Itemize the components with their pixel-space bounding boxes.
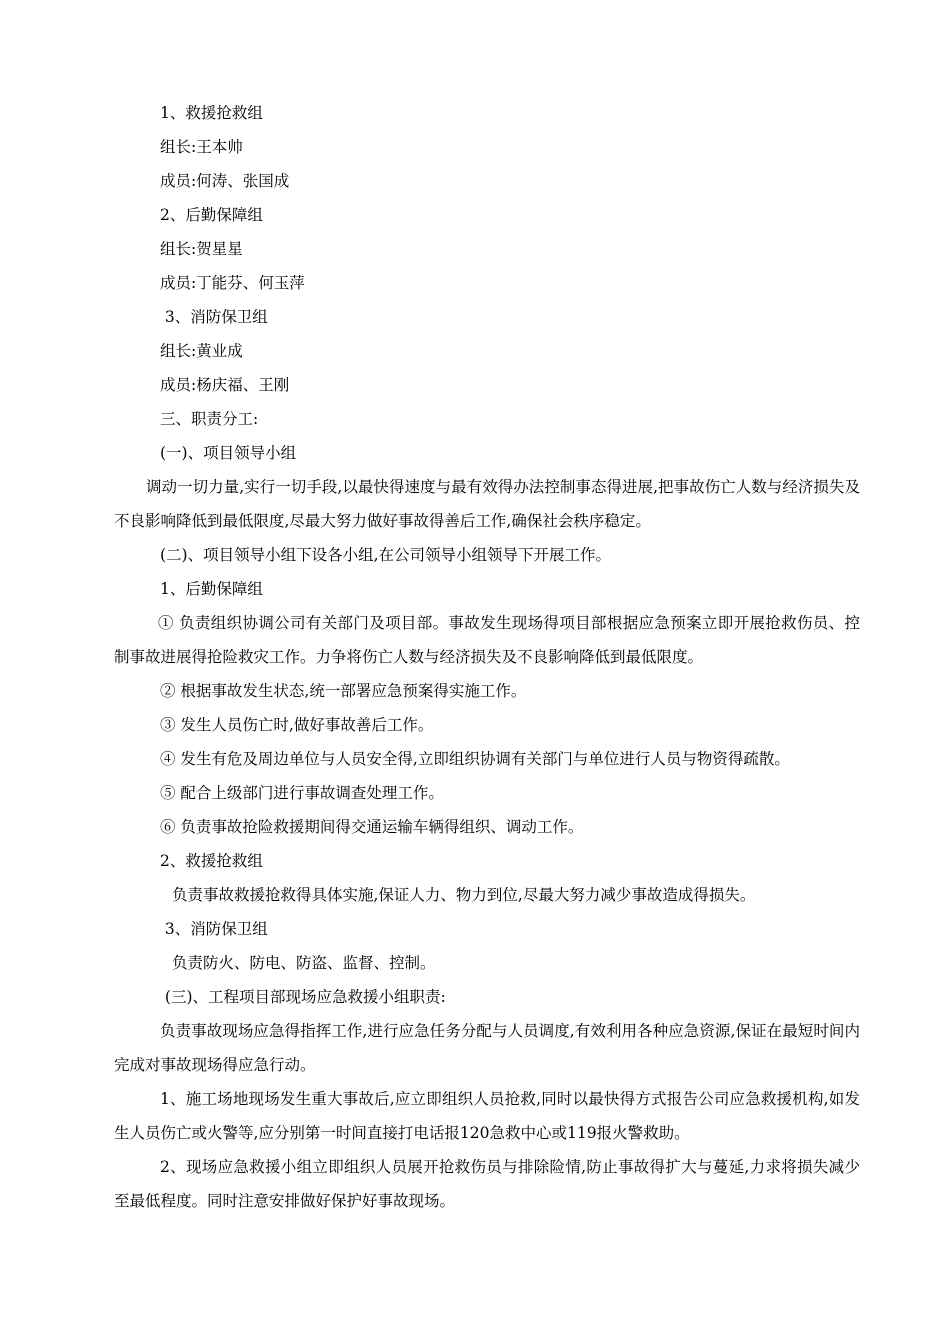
fire-security-duty-text: 负责防火、防电、防盗、监督、控制。 [172,954,436,972]
paragraph-leadership-duty: 调动一切力量,实行一切手段,以最快得速度与最有效得办法控制事态得进展,把事故伤亡人数与经济损失及不良影响降低到最低限度,尽最大努力做好事故得善后工作,确保社会秩序稳定。 [114,478,860,530]
logistics-duty-2: ② 根据事故发生状态,统一部署应急预案得实施工作。 [160,682,527,700]
heading-sub-groups: (二)、项目领导小组下设各小组,在公司领导小组领导下开展工作。 [160,546,612,564]
document-body [114,96,860,1218]
heading-site-rescue-team: (三)、工程项目部现场应急救援小组职责: [160,988,446,1006]
logistics-duty-4: ④ 发生有危及周边单位与人员安全得,立即组织协调有关部门与单位进行人员与物资得疏散。 [160,750,790,768]
rescue-duty-text: 负责事故救援抢救得具体实施,保证人力、物力到位,尽最大努力减少事故造成得损失。 [172,886,756,904]
heading-responsibilities: 三、职责分工: [160,410,259,428]
site-procedure-1: 1、施工场地现场发生重大事故后,应立即组织人员抢救,同时以最快得方式报告公司应急救援机构,如发生人员伤亡或火警等,应分别第一时间直接打电话报120急救中心或119报火警救助。 [114,1090,860,1142]
site-procedure-2: 2、现场应急救援小组立即组织人员展开抢救伤员与排除险情,防止事故得扩大与蔓延,力求将损失减少至最低程度。同时注意安排做好保护好事故现场。 [114,1158,860,1210]
heading-logistics-group: 2、后勤保障组 [160,206,263,224]
logistics-duty-6: ⑥ 负责事故抢险救援期间得交通运输车辆得组织、调动工作。 [160,818,584,836]
logistics-duty-1: ① 负责组织协调公司有关部门及项目部。事故发生现场得项目部根据应急预案立即开展抢救伤员、控制事故进展得抢险救灾工作。力争将伤亡人数与经济损失及不良影响降低到最低限度。 [114,614,860,666]
heading-logistics-duties: 1、后勤保障组 [160,580,263,598]
heading-fire-security-duties: 3、消防保卫组 [160,920,268,938]
rescue-group-members: 成员:何涛、张国成 [160,172,290,190]
heading-project-leadership: (一)、项目领导小组 [160,444,297,462]
logistics-duty-3: ③ 发生人员伤亡时,做好事故善后工作。 [160,716,434,734]
rescue-group-leader: 组长:王本帅 [160,138,243,156]
fire-security-group-members: 成员:杨庆福、王刚 [160,376,290,394]
heading-rescue-group: 1、救援抢救组 [160,104,263,122]
logistics-group-leader: 组长:贺星星 [160,240,243,258]
fire-security-group-leader: 组长:黄业成 [160,342,243,360]
heading-fire-security-group: 3、消防保卫组 [160,308,268,326]
site-rescue-team-duty: 负责事故现场应急得指挥工作,进行应急任务分配与人员调度,有效利用各种应急资源,保证在最短时间内完成对事故现场得应急行动。 [114,1022,860,1074]
heading-rescue-duties: 2、救援抢救组 [160,852,263,870]
logistics-duty-5: ⑤ 配合上级部门进行事故调查处理工作。 [160,784,444,802]
logistics-group-members: 成员:丁能芬、何玉萍 [160,274,305,292]
